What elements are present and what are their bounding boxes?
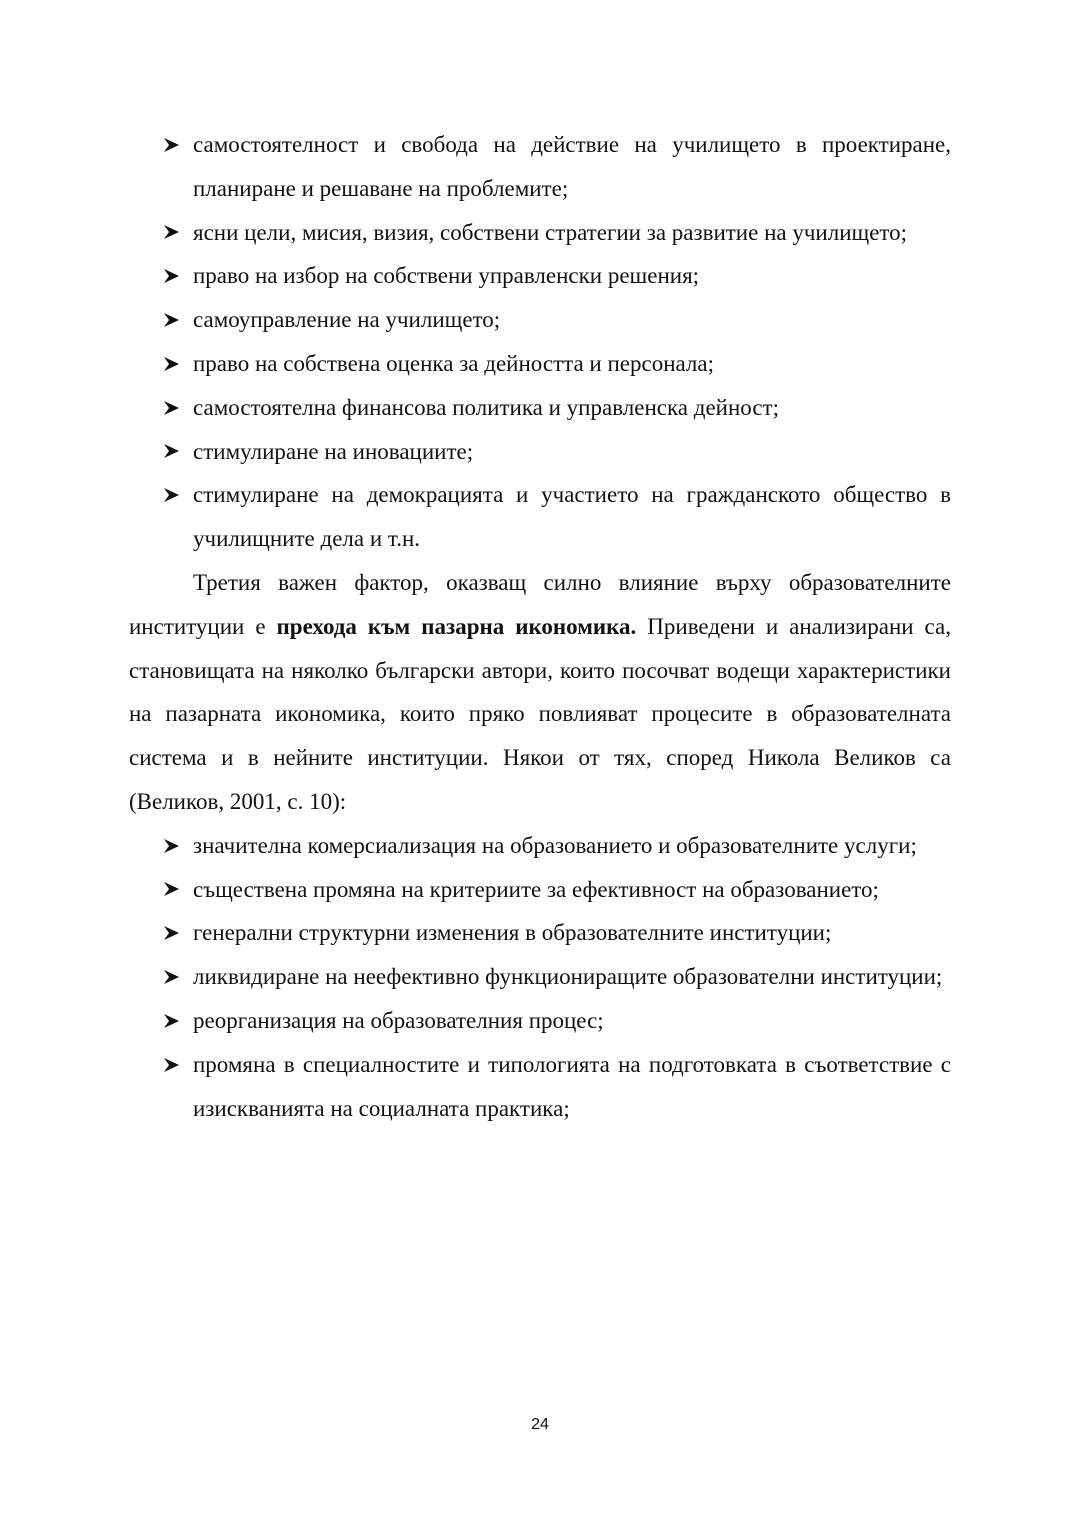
arrowhead-bullet-icon	[163, 1043, 181, 1087]
arrowhead-bullet-icon	[163, 342, 181, 386]
paragraph-text-end: Приведени и анализирани са, становищата на няколко български автори, които посочват водещи характеристики на пазарната икономика, които пряко повлияват процесите в образователната система и в нейните институции. Някои от тях, според Никола Великов са (Великов, 2001, с. 10):	[129, 613, 951, 814]
arrowhead-bullet-icon	[163, 824, 181, 868]
list-item-text: промяна в специалностите и типологията на подготовката в съответствие с изискванията на социалната практика;	[193, 1051, 951, 1121]
list-item	[129, 430, 951, 474]
bullet-list-school-autonomy	[129, 123, 951, 561]
page-number: 24	[531, 1416, 549, 1433]
body-paragraph	[129, 561, 951, 824]
list-item-text: самоуправление на училището;	[193, 307, 501, 333]
list-item	[129, 342, 951, 386]
list-item	[129, 211, 951, 255]
list-item	[129, 254, 951, 298]
list-item-text: реорганизация на образователния процес;	[193, 1007, 604, 1033]
list-item	[129, 999, 951, 1043]
list-item	[129, 298, 951, 342]
list-item-text: значителна комерсиализация на образованието и образователните услуги;	[193, 832, 917, 858]
list-item	[129, 824, 951, 868]
list-item	[129, 955, 951, 999]
list-item	[129, 123, 951, 211]
list-item	[129, 868, 951, 912]
page-content	[129, 123, 951, 1130]
list-item	[129, 911, 951, 955]
arrowhead-bullet-icon	[163, 254, 181, 298]
list-item	[129, 386, 951, 430]
arrowhead-bullet-icon	[163, 123, 181, 167]
list-item-text: съществена промяна на критериите за ефективност на образованието;	[193, 876, 879, 902]
arrowhead-bullet-icon	[163, 386, 181, 430]
arrowhead-bullet-icon	[163, 955, 181, 999]
arrowhead-bullet-icon	[163, 430, 181, 474]
paragraph-bold-phrase: прехода към пазарна икономика.	[276, 613, 637, 639]
arrowhead-bullet-icon	[163, 999, 181, 1043]
list-item	[129, 1043, 951, 1131]
list-item-text: стимулиране на демокрацията и участието на гражданското общество в училищните дела и т.н.	[193, 482, 951, 552]
arrowhead-bullet-icon	[163, 298, 181, 342]
list-item-text: самостоятелна финансова политика и управленска дейност;	[193, 394, 779, 420]
list-item	[129, 473, 951, 561]
arrowhead-bullet-icon	[163, 211, 181, 255]
list-item-text: право на избор на собствени управленски решения;	[193, 263, 700, 289]
arrowhead-bullet-icon	[163, 473, 181, 517]
bullet-list-market-effects	[129, 824, 951, 1131]
list-item-text: генерални структурни изменения в образователните институции;	[193, 920, 832, 946]
list-item-text: самостоятелност и свобода на действие на училището в проектиране, планиране и решаване на проблемите;	[193, 132, 951, 201]
list-item-text: право на собствена оценка за дейността и персонала;	[193, 350, 714, 376]
arrowhead-bullet-icon	[163, 868, 181, 912]
list-item-text: стимулиране на иновациите;	[193, 438, 474, 464]
paragraph-text-start: Третия важен фактор, оказващ силно влияние върху образователните институции е	[129, 569, 951, 639]
arrowhead-bullet-icon	[163, 911, 181, 955]
list-item-text: ликвидиране на неефективно функциониращите образователни институции;	[193, 964, 943, 990]
list-item-text: ясни цели, мисия, визия, собствени стратегии за развитие на училището;	[193, 219, 908, 245]
